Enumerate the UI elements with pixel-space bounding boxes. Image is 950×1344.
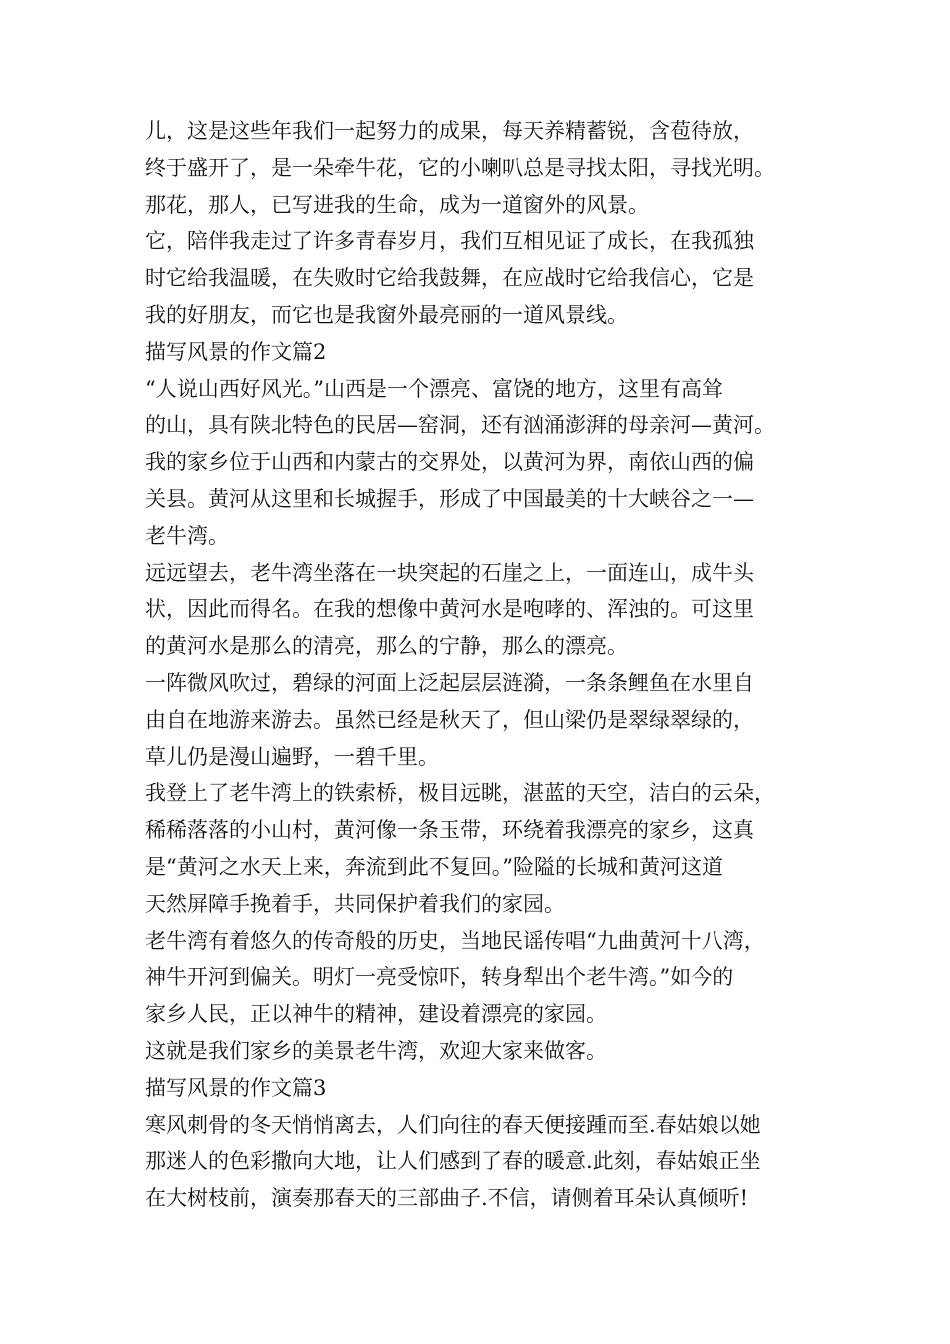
text-line: 我的家乡位于山西和内蒙古的交界处，以黄河为界，南依山西的偏 [145,450,754,475]
section-heading: 描写风景的作文篇2 [145,339,327,364]
text-line: 儿，这是这些年我们一起努力的成果，每天养精蓄锐，含苞待放， [145,119,754,143]
text-line: 是“黄河之水天上来，奔流到此不复回。”险隘的长城和黄河这道 [145,854,723,879]
text-line: 这就是我们家乡的美景老牛湾，欢迎大家来做客。 [145,1038,607,1063]
text-line: 的黄河水是那么的清亮，那么的宁静，那么的漂亮。 [145,634,628,659]
text-line: 一阵微风吹过，碧绿的河面上泛起层层涟漪，一条条鲤鱼在水里自 [145,670,754,695]
text-line: 由自在地游来游去。虽然已经是秋天了，但山梁仍是翠绿翠绿的， [145,707,754,732]
text-line: “人说山西好风光。”山西是一个漂亮、富饶的地方，这里有高耸 [145,376,723,401]
text-line: 的山，具有陕北特色的民居—窑洞，还有汹涌澎湃的母亲河—黄河。 [145,413,775,438]
text-line: 那花，那人，已写进我的生命，成为一道窗外的风景。 [145,192,649,217]
text-line: 关县。黄河从这里和长城握手，形成了中国最美的十大峡谷之一— [145,486,754,511]
text-line: 稀稀落落的小山村，黄河像一条玉带，环绕着我漂亮的家乡，这真 [145,818,754,843]
text-line: 它，陪伴我走过了许多青春岁月，我们互相见证了成长，在我孤独 [145,229,754,254]
text-line: 状，因此而得名。在我的想像中黄河水是咆哮的、浑浊的。可这里 [145,597,754,622]
text-line: 远远望去，老牛湾坐落在一块突起的石崖之上，一面连山，成牛头 [145,560,754,585]
text-line: 寒风刺骨的冬天悄悄离去，人们向往的春天便接踵而至.春姑娘以她 [145,1112,761,1137]
text-line: 草儿仍是漫山遍野，一碧千里。 [145,744,439,769]
text-line: 那迷人的色彩撒向大地，让人们感到了春的暖意.此刻，春姑娘正坐 [145,1149,761,1174]
text-line: 老牛湾。 [145,523,229,548]
text-line: 家乡人民，正以神牛的精神，建设着漂亮的家园。 [145,1002,607,1027]
section-heading: 描写风景的作文篇3 [145,1075,327,1100]
text-line: 天然屏障手挽着手，共同保护着我们的家园。 [145,891,565,916]
text-line: 神牛开河到偏关。明灯一亮受惊吓，转身犁出个老牛湾。”如今的 [145,965,734,990]
document-body [145,113,815,1217]
text-line: 时它给我温暖，在失败时它给我鼓舞，在应战时它给我信心，它是 [145,266,754,291]
text-line: 我的好朋友，而它也是我窗外最亮丽的一道风景线。 [145,302,628,327]
text-line: 老牛湾有着悠久的传奇般的历史，当地民谣传唱“九曲黄河十八湾， [145,928,765,953]
text-line: 在大树枝前，演奏那春天的三部曲子.不信，请侧着耳朵认真倾听! [145,1186,749,1211]
text-line: 终于盛开了，是一朵牵牛花，它的小喇叭总是寻找太阳，寻找光明。 [145,155,775,180]
text-line: 我登上了老牛湾上的铁索桥，极目远眺，湛蓝的天空，洁白的云朵， [145,781,775,806]
